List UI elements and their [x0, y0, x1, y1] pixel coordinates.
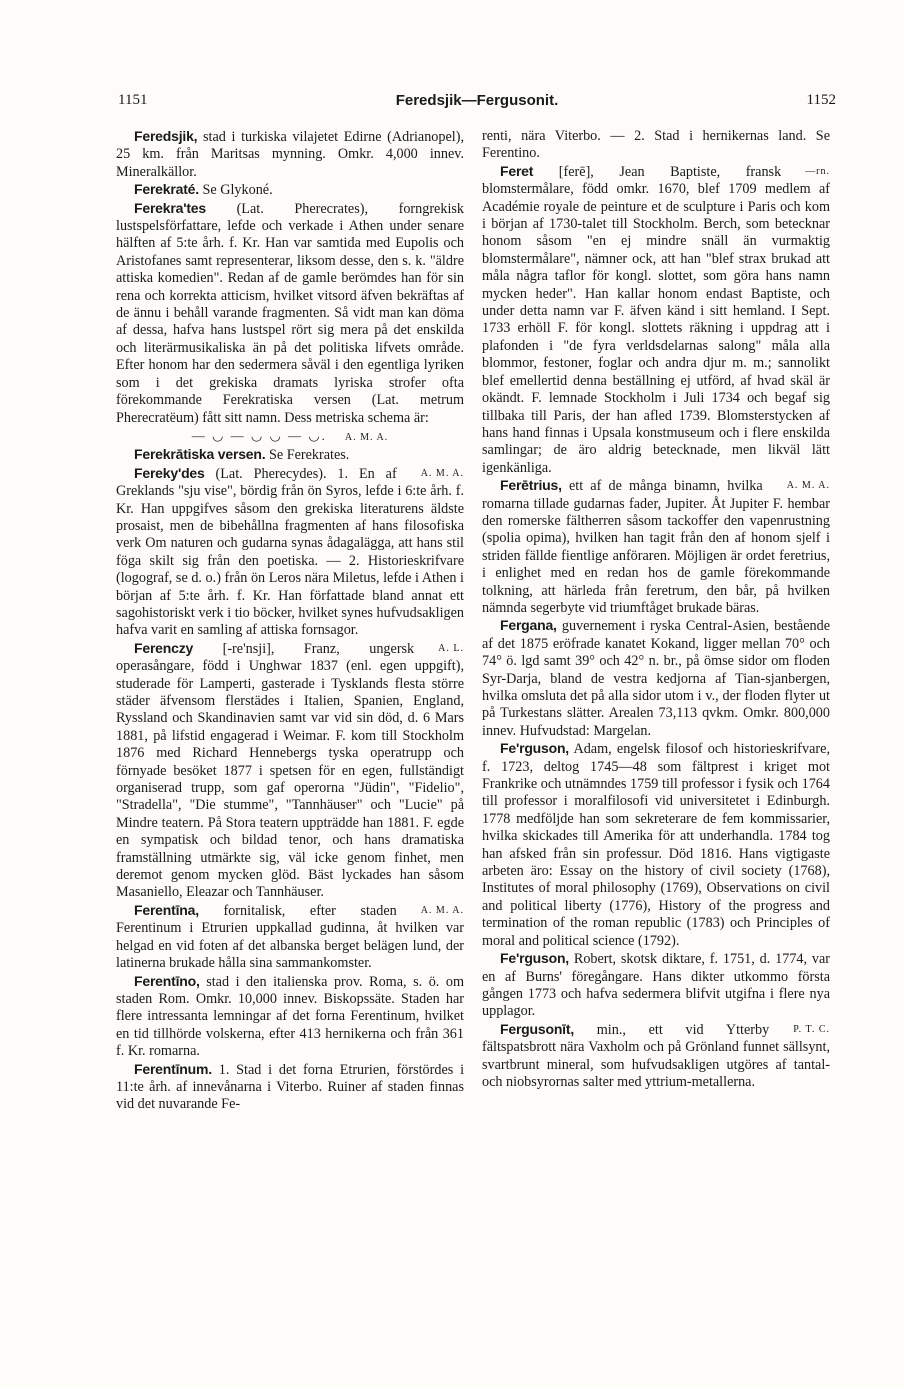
right-column	[482, 128, 830, 1091]
author-signature: A. M. A.	[420, 904, 464, 916]
entry-text: 1. Stad i det forna Etrurien, förstördes i 11:te årh. af innevånarna i Viterbo. Ruiner af staden finnas vid det nuvarande Fe-	[116, 1061, 465, 1113]
entry-text: guvernement i ryska Central-Asien, bestående af det 1875 eröfrade kanatet Kokand, ligger mellan 70° och 74° ö. lgd samt 39° och 42° n. br., på ömse sidor om floden Syr-Darja, bland de vestra kedjorna af Tian-sjanbergen, hvilka omsluta det på alla sidor utom i v., der floden flyter ut på Turkestans slätter. Arealen 73,113 qvkm. Omkr. 800,000 innev. Hufvudstad: Margelan.	[482, 618, 831, 739]
dictionary-entry	[482, 163, 830, 477]
dictionary-entry	[116, 973, 464, 1061]
dictionary-entry	[116, 128, 464, 181]
dictionary-entry	[482, 477, 830, 617]
author-signature: A. M. A.	[786, 480, 830, 492]
entry-text: min., ett vid Ytterby fältspatsbrott nära Vaxholm och på Grönland funnet sällsynt, svartbrunt mineral, som hufvudsakligen utgöres af tantal- och niobsyrornas salter med yttrium-metallerna.	[482, 1021, 830, 1090]
dictionary-entry	[482, 950, 830, 1021]
entry-headword: Ferentīnum.	[134, 1060, 212, 1077]
dictionary-entry	[116, 640, 464, 902]
dictionary-entry	[116, 427, 464, 446]
author-signature: P. T. C.	[793, 1023, 830, 1035]
entry-headword: Ferekrātiska versen.	[134, 446, 266, 463]
dictionary-entry	[116, 902, 464, 973]
page-header	[118, 92, 836, 116]
entry-text: [-re'nsji], Franz, ungersk operasångare, född i Unghwar 1837 (enl. egen uppgift), studerade för Lamperti, gasterade i Tysklands flesta större städer äfvensom flerstädes i Italien, Spanien, England, Ryssland och Skandinavien samt var vid sin död, d. 6 Mars 1881, på lifstid engagerad i Weimar. F. kom till Stockholm 1876 med Richard Hennebergs tyska operatrupp och förnyade besöket 1877 i spetsen för en egen, fullständigt organiserad trupp, som gaf operorna "Jüdin", "Fidelio", "Stradella", "Die stumme", "Tannhäuser" och "Lucie" på Mindre teatern. På Stora teatern uppträdde han 1881. F. egde en sympatisk och bildad tenor, och hans dramatiska framställning utmärkte sig, väl icke genom finhet, men deremot genom mycken glöd. Bäst lyckades han såsom Masaniello, Eleazar och Tannhäuser.	[116, 640, 464, 901]
author-signature: —rn.	[805, 165, 830, 177]
entry-text: Se Glykoné.	[202, 182, 273, 199]
entry-headword: Fereky'des	[134, 464, 205, 481]
dictionary-entry	[482, 617, 830, 740]
left-column	[116, 128, 464, 1114]
running-title: Feredsjik—Fergusonit.	[395, 92, 559, 109]
dictionary-entry	[482, 128, 830, 163]
entry-headword: Ferentīna,	[134, 901, 199, 918]
entry-headword: Ferētrius,	[500, 477, 562, 494]
entry-headword: Feredsjik,	[134, 128, 198, 144]
dictionary-entry	[482, 740, 830, 950]
entry-headword: Fergusonīt,	[500, 1020, 575, 1037]
author-signature: A. M. A.	[420, 467, 464, 479]
entry-headword: Ferekra'tes	[134, 199, 206, 216]
dictionary-entry	[116, 181, 464, 199]
entry-text: stad i den italienska prov. Roma, s. ö. om staden Rom. Omkr. 10,000 innev. Biskopssäte. Staden har flere intressanta lemningar af det forna Ferentinum, hvilket en tid tillhörde volskerna, efter 413 hernikerna och från 361 f. Kr. romarna.	[116, 973, 464, 1060]
entry-headword: Ferekraté.	[134, 181, 199, 198]
author-signature: A. M. A.	[344, 431, 389, 443]
dictionary-entry	[116, 465, 464, 640]
entry-headword: Ferentīno,	[134, 972, 200, 989]
entry-headword: Ferenczy	[134, 639, 194, 656]
entry-text: (Lat. Pherecydes). 1. En af Greklands "sju vise", bördig från ön Syros, lefde i 6:te årh. f. Kr. Han uppgifves såsom den grekiska literaturens äldste prosaist, men de bibehållna fragmenten af hans filosofiska verk Om naturen och gudarna synas ådagalägga, att hans stil föga skilt sig från den poetiska. — 2. Historieskrifvare (logograf, se d. o.) från ön Leros nära Miletus, lefde i Athen i början af 5:te årh. f. Kr. Han författade bland annat ett sagohistoriskt verk i tio böcker, hvilket synes hufvudsakligen hafva varit en samling af attiska fornsagor.	[116, 465, 464, 639]
entry-headword: Feret	[500, 162, 534, 179]
dictionary-entry	[482, 1021, 830, 1092]
entry-text: Se Ferekrates.	[268, 447, 350, 464]
entry-text: — ◡ — ◡ ◡ — ◡.	[191, 427, 327, 443]
entry-headword: Fergana,	[500, 617, 557, 634]
page-number-left: 1151	[118, 92, 148, 108]
entry-text: fornitalisk, efter staden Ferentinum i Etrurien uppkallad gudinna, åt hvilken var helgad en vid foten af det albanska berget belägen lund, der latinerna brukade hålla sina sammankomster.	[116, 902, 464, 972]
entry-text: Adam, engelsk filosof och historieskrifvare, f. 1723, deltog 1745—48 som fältprest i kriget mot Frankrike och utnämndes 1759 till professor i fysik och 1764 till professor i moralfilosofi vid universitetet i Edinburgh. 1778 medföljde han som sekreterare de fem kommissarier, hvilka skickades till Amerika för att underhandla. 1784 tog han afsked från sin professur. Död 1816. Hans vigtigaste arbeten äro: Essay on the history of civil society (1768), Institutes of moral philosophy (1769), Observations on civil and political liberty (1776), History of the progress and termination of the roman republic (1783) och Principles of moral and political science (1792).	[482, 741, 830, 949]
dictionary-entry	[116, 200, 464, 427]
page-number-right: 1152	[806, 92, 836, 108]
entry-text: (Lat. Pherecrates), forngrekisk lustspelsförfattare, lefde och verkade i Athen under senare hälften af 5:te årh. f. Kr. Han var samtida med Eupolis och Aristofanes samt representerar, liksom desse, den s. k. "äldre attiska komedien". Redan af de gamle berömdes han för sin rena och korrekta atticism, hvilket vitsord äfven bekräftas af de ännu i behåll varande fragmenten. Så vidt man kan döma af dessa, hafva hans lustspel rört sig mera på det enskilda och literärmusikaliska än på det politiska lifvets område. Efter honom har den sedermera såväl i den egentliga lyriken som i det grekiska dramats lyriska strofer ofta förekommande Ferekratiska versen (Lat. metrum Pherecratëum) fått sitt namn. Dess metriska schema är:	[116, 200, 465, 426]
entry-headword: Fe'rguson,	[500, 740, 569, 757]
dictionary-entry	[116, 1061, 464, 1114]
entry-text: renti, nära Viterbo. — 2. Stad i hernikernas land. Se Ferentino.	[482, 128, 830, 162]
author-signature: A. L.	[438, 642, 464, 654]
entry-text: stad i turkiska vilajetet Edirne (Adrianopel), 25 km. från Maritsas mynning. Omkr. 4,000 innev. Mineralkällor.	[116, 129, 464, 180]
entry-text: Robert, skotsk diktare, f. 1751, d. 1774, var en af Burns' föregångare. Hans dikter utkommo första gången 1773 och hafva sedermera blifvit utgifna i flere nya upplagor.	[482, 951, 831, 1020]
entry-text: [ferē], Jean Baptiste, fransk blomstermålare, född omkr. 1670, blef 1709 medlem af Académie royale de peinture et de sculpture i Paris och kom i början af 1730-talet till Stockholm. Berch, som betecknar honom såsom "en ej mindre snäll än vurmaktig blomstermålare", nämner ock, att han "blef strax brukad att måla några taflor för kongl. slottet, som göra hans namn mycken heder". Han kallar honom endast Baptiste, och under detta namn var F. äfven känd i sitt hemland. I Sept. 1733 erhöll F. för kongl. slottets räkning i uppdrag att i plafonden i "de fyra verldsdelarnas salong" måla alla blommor, festoner, foglar och andra djur m. m.; sannolikt blef emellertid denna beställning ej utförd, af hvad skäl är okändt. F. lemnade Stockholm i Juli 1734 och begaf sig tillbaka till Paris, der han afled 1739. Blomsterstycken af hans hand finnas i Upsala konstmuseum och i flere enskilda samlingar; de äro aldrig betecknade, men likväl lätt igenkänliga.	[482, 163, 830, 476]
dictionary-entry	[116, 446, 464, 464]
entry-text: ett af de många binamn, hvilka romarna tillade gudarnas fader, Jupiter. Åt Jupiter F. hembar den romerske fältherren såsom tackoffer den vapenrustning (spolia opima), hvilken han tagit från den af honom sjelf i striden fällde fientlige anföraren. Möjligen är ordet feretrius, i enlighet med en redan hos de gamle förekommande tolkning, att härleda från feretrum, den bår, på hvilken nämnda segerbyte vid triumftåget brukade bäras.	[482, 478, 830, 616]
entry-headword: Fe'rguson,	[500, 950, 569, 967]
